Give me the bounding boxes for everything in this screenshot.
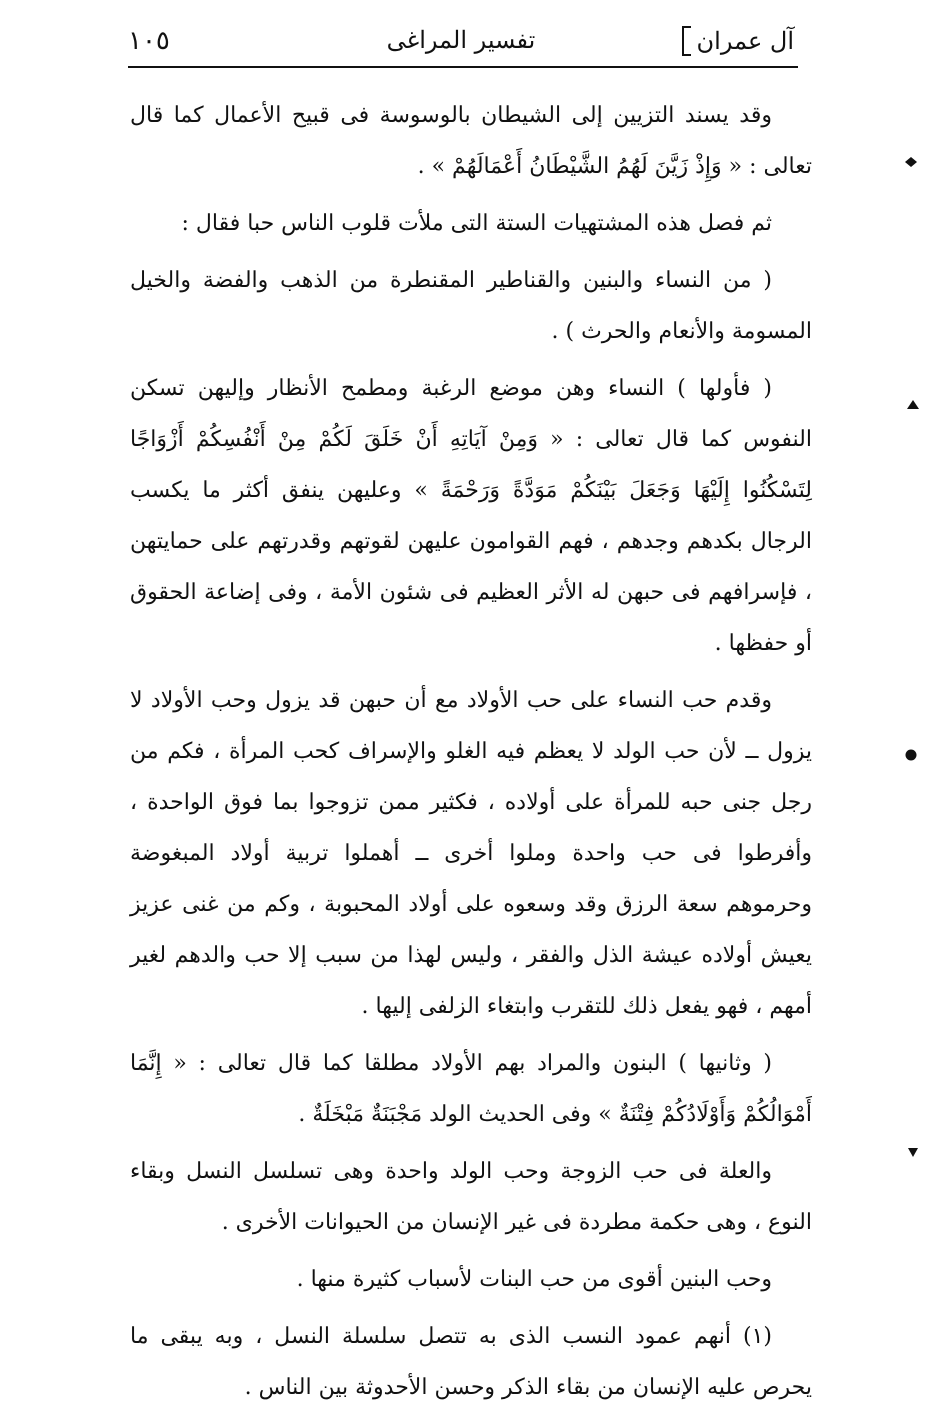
header-rule [128,66,798,68]
margin-mark-icon [906,1145,920,1159]
paragraph: ثم فصل هذه المشتهيات الستة التى ملأت قلوب الناس حبا فقال : [181,211,772,236]
paragraph: ( فأولها ) النساء وهن موضع الرغبة ومطمح الأنظار وإليهن تسكن النفوس كما قال تعالى : « وَمِنْ آيَاتِهِ أَنْ خَلَقَ لَكُمْ مِنْ أَنْفُسِكُمْ أَزْوَاجًا لِتَسْكُنُوا إِلَيْهَا وَجَعَلَ بَيْنَكُمْ مَوَدَّةً وَرَحْمَةً » وعليهن ينفق أكثر ما يكسب الرجال بكدهم وجدهم ، فهم القوامون عليهن لقوتهم وقدرتهم على حمايتهن ، فإسرافهم فى حبهن له الأثر العظيم فى شئون الأمة ، وفى إضاعة الحقوق أو حفظها . [130,376,812,656]
paragraph: وقد يسند التزيين إلى الشيطان بالوسوسة فى قبيح الأعمال كما قال تعالى : « وَإِذْ زَيَّنَ لَهُمُ الشَّيْطَانُ أَعْمَالَهُمْ » . [130,103,812,179]
paragraph: (١) أنهم عمود النسب الذى به تتصل سلسلة النسل ، وبه يبقى ما يحرص عليه الإنسان من بقاء الذكر وحسن الأحدوثة بين الناس . [130,1324,812,1400]
paragraph: وقدم حب النساء على حب الأولاد مع أن حبهن قد يزول وحب الأولاد لا يزول ــ لأن حب الولد لا يعظم فيه الغلو والإسراف كحب المرأة ، فكم من رجل جنى حبه للمرأة على أولاده ، فكثير ممن تزوجوا بما فوق الواحدة ، وأفرطوا فى حب واحدة وملوا أخرى ــ أهملوا تربية أولاد المبغوضة وحرموهم سعة الرزق وقد وسعوه على أولاد المحبوبة ، وكم من غنى عزيز يعيش أولاده عيشة الذل والفقر ، وليس لهذا من سبب إلا حب والدهم لغير أمهم ، فهو يفعل ذلك للتقرب وابتغاء الزلفى إليها . [130,688,812,1019]
margin-mark-icon [904,155,918,169]
bracket-ornament [682,26,691,56]
paragraph: ( وثانيها ) البنون والمراد بهم الأولاد مطلقا كما قال تعالى : « إِنَّمَا أَمْوَالُكُمْ وَأَوْلَادُكُمْ فِتْنَةٌ » وفى الحديث الولد مَجْبَنَةٌ مَبْخَلَةٌ . [130,1051,812,1127]
page-number: ١٠٥ [128,26,170,56]
page-header [128,18,794,66]
book-title: تفسير المراغى [386,26,536,54]
margin-mark-icon [906,398,920,412]
page-body [130,90,812,1419]
margin-mark-icon [904,748,918,762]
surah-header [682,26,794,56]
paragraph: والعلة فى حب الزوجة وحب الولد واحدة وهى تسلسل النسل وبقاء النوع ، وهى حكمة مطردة فى غير الإنسان من الحيوانات الأخرى . [130,1159,812,1235]
paragraph: وحب البنين أقوى من حب البنات لأسباب كثيرة منها . [296,1267,772,1292]
surah-name: آل عمران [696,27,794,55]
paragraph: ( من النساء والبنين والقناطير المقنطرة من الذهب والفضة والخيل المسومة والأنعام والحرث ) . [130,268,812,344]
